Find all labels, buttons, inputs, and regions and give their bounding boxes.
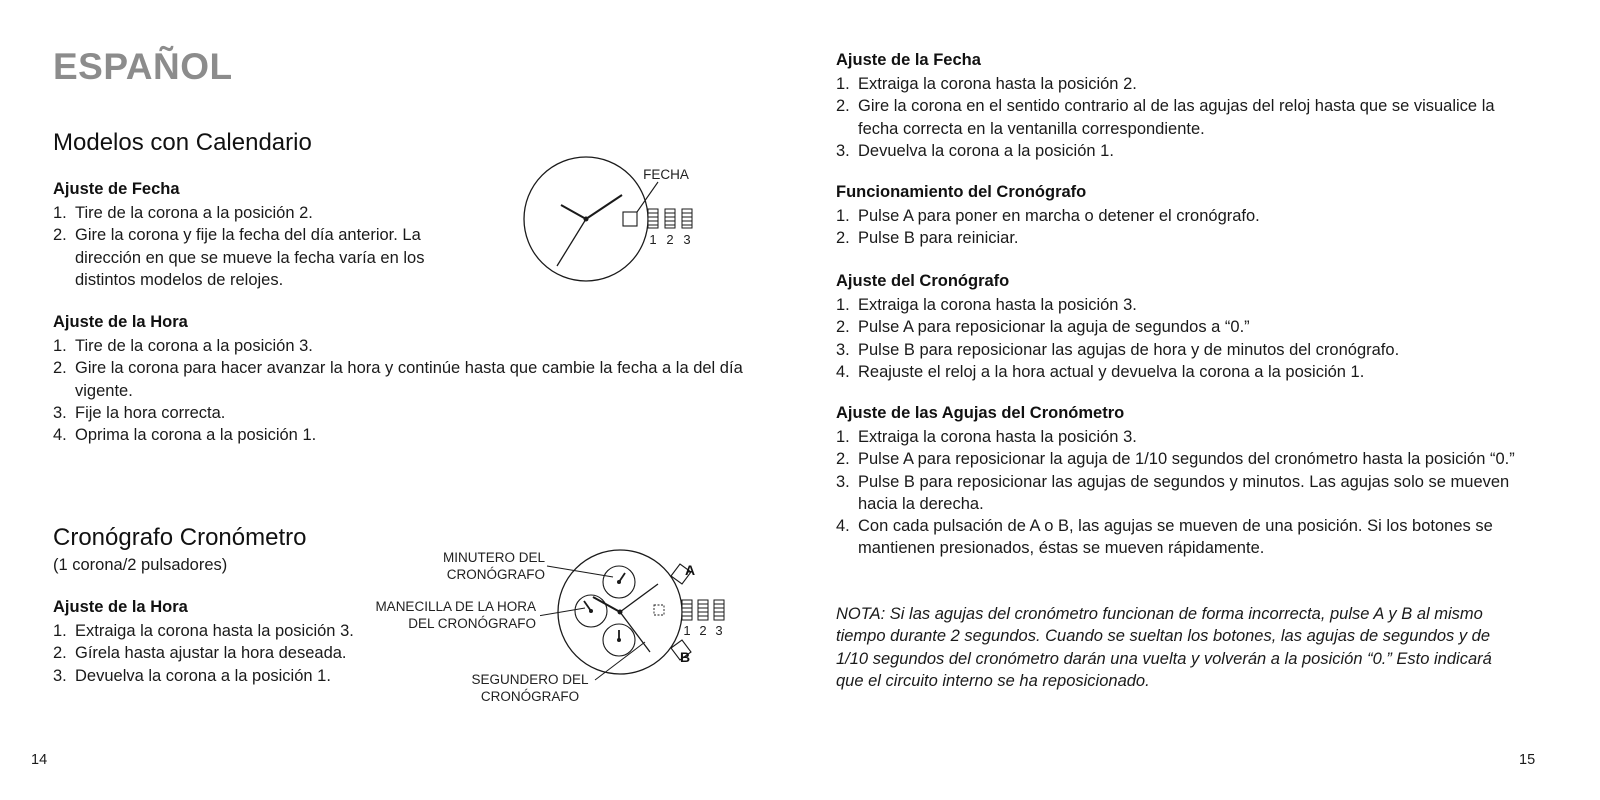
step-number: 4.	[836, 517, 850, 536]
step-number: 1.	[836, 207, 850, 225]
center-pin	[584, 217, 589, 222]
step-number: 1.	[836, 296, 850, 314]
list-item	[53, 665, 373, 687]
step-text: Gire la corona y fije la fecha del día anterior. La dirección en que se mueve la fecha varía en los distintos modelos de relojes.	[75, 226, 425, 289]
time-setting-heading: Ajuste de la Hora	[53, 313, 188, 331]
step-text: Tire de la corona a la posición 2.	[75, 204, 313, 222]
crown-positions	[648, 209, 692, 228]
list-item	[836, 316, 1506, 338]
segundero-label: SEGUNDERO DEL CRONÓGRAFO	[471, 672, 589, 704]
chrono-crown-positions	[682, 600, 724, 620]
step-number: 3.	[836, 472, 850, 491]
step-number: 1.	[53, 337, 67, 355]
hands-adjust-heading: Ajuste de las Agujas del Cronómetro	[836, 404, 1125, 422]
list-item	[53, 224, 453, 291]
step-text: Extraiga la corona hasta la posición 3.	[75, 622, 354, 640]
date-adjust-steps	[836, 73, 1506, 162]
chrono-operation-steps	[836, 205, 1506, 250]
step-text: Fije la hora correcta.	[75, 403, 226, 422]
step-number: 2.	[836, 450, 850, 469]
step-text: Devuelva la corona a la posición 1.	[75, 666, 331, 685]
step-text: Gírela hasta ajustar la hora deseada.	[75, 644, 347, 663]
chronograph-subtitle: (1 corona/2 pulsadores)	[53, 556, 228, 574]
date-setting-steps	[53, 202, 453, 291]
step-number: 1.	[53, 204, 67, 222]
step-text: Gire la corona para hacer avanzar la hora y continúe hasta que cambie la fecha a la del día vigente.	[75, 359, 743, 400]
time-setting-steps	[53, 335, 743, 446]
chronograph-watch-diagram	[540, 540, 740, 690]
list-item	[836, 361, 1506, 383]
step-number: 2.	[836, 97, 850, 116]
step-number: 4.	[53, 426, 67, 445]
list-item	[53, 202, 453, 224]
step-number: 2.	[53, 359, 67, 378]
list-item	[836, 95, 1506, 140]
step-number: 2.	[53, 226, 67, 245]
step-text: Devuelva la corona a la posición 1.	[858, 141, 1114, 160]
chrono-position-2: 2	[699, 623, 707, 638]
button-a-label: A	[685, 562, 696, 578]
step-text: Extraiga la corona hasta la posición 3.	[858, 428, 1137, 446]
minute-hand	[586, 195, 622, 219]
list-item	[53, 620, 373, 642]
minutero-label: MINUTERO DEL CRONÓGRAFO	[442, 550, 545, 582]
calendar-models-title: Modelos con Calendario	[53, 129, 312, 156]
chrono-position-3: 3	[715, 623, 723, 638]
hour-hand	[561, 205, 586, 219]
step-text: Pulse B para reposicionar las agujas de segundos y minutos. Las agujas solo se mueven hacia la derecha.	[858, 472, 1510, 513]
list-item	[53, 642, 373, 664]
step-text: Pulse A para reposicionar la aguja de segundos a “0.”	[858, 318, 1250, 337]
list-item	[836, 294, 1506, 316]
step-number: 1.	[836, 428, 850, 446]
step-number: 2.	[836, 229, 850, 248]
date-window	[623, 212, 637, 226]
page-number-left: 14	[31, 752, 48, 768]
step-text: Extraiga la corona hasta la posición 2.	[858, 75, 1137, 93]
step-text: Oprima la corona a la posición 1.	[75, 426, 317, 445]
list-item	[836, 426, 1516, 448]
step-text: Pulse B para reposicionar las agujas de hora y de minutos del cronógrafo.	[858, 340, 1400, 359]
list-item	[836, 73, 1506, 95]
step-number: 3.	[53, 403, 67, 422]
list-item	[836, 205, 1506, 227]
step-text: Pulse B para reiniciar.	[858, 229, 1019, 248]
list-item	[53, 335, 743, 357]
note-paragraph: NOTA: Si las agujas del cronómetro funcionan de forma incorrecta, pulse A y B al mismo tiempo durante 2 segundos. Cuando se sueltan los botones, las agujas de segundos y de 1/10 segundos del cronómetro darán una vuelta y volverán a la posición “0.” Esto indicará que el circuito interno se ha reposicionado.	[836, 605, 1492, 690]
list-item	[53, 357, 743, 402]
manecilla-label: MANECILLA DE LA HORA DEL CRONÓGRAFO	[375, 599, 536, 631]
chrono-time-setting-heading: Ajuste de la Hora	[53, 598, 188, 616]
step-number: 1.	[53, 622, 67, 640]
position-label-3: 3	[683, 232, 691, 247]
list-item	[836, 140, 1506, 162]
step-number: 3.	[53, 666, 67, 685]
list-item	[53, 424, 743, 446]
chrono-date-window	[654, 605, 664, 615]
hands-adjust-steps	[836, 426, 1516, 560]
chrono-adjust-heading: Ajuste del Cronógrafo	[836, 272, 1010, 290]
step-text: Pulse A para poner en marcha o detener el cronógrafo.	[858, 207, 1260, 225]
step-text: Pulse A para reposicionar la aguja de 1/10 segundos del cronómetro hasta la posición “0.”	[858, 450, 1515, 469]
list-item	[836, 339, 1506, 361]
step-text: Con cada pulsación de A o B, las agujas se mueven de una posición. Si los botones se mantienen presionados, éstas se mueven rápidamente.	[858, 517, 1493, 558]
chrono-operation-heading: Funcionamiento del Cronógrafo	[836, 183, 1087, 201]
chrono-time-setting-steps	[53, 620, 373, 687]
date-setting-heading: Ajuste de Fecha	[53, 180, 180, 198]
step-text: Extraiga la corona hasta la posición 3.	[858, 296, 1137, 314]
list-item	[836, 227, 1506, 249]
fecha-label: FECHA	[643, 167, 689, 182]
step-text: Reajuste el reloj a la hora actual y devuelva la corona a la posición 1.	[858, 362, 1365, 381]
list-item	[836, 515, 1516, 560]
button-b-label: B	[680, 649, 691, 665]
step-text: Gire la corona en el sentido contrario al de las agujas del reloj hasta que se visualice la fecha correcta en la ventanilla correspondiente.	[858, 97, 1495, 138]
step-text: Tire de la corona a la posición 3.	[75, 337, 313, 355]
step-number: 3.	[836, 141, 850, 160]
step-number: 2.	[53, 644, 67, 663]
position-label-2: 2	[666, 232, 674, 247]
chrono-adjust-steps	[836, 294, 1506, 383]
list-item	[53, 402, 743, 424]
position-label-1: 1	[649, 232, 657, 247]
calendar-watch-diagram	[520, 150, 720, 290]
step-number: 2.	[836, 318, 850, 337]
step-number: 3.	[836, 340, 850, 359]
list-item	[836, 471, 1516, 516]
list-item	[836, 448, 1516, 470]
date-adjust-heading: Ajuste de la Fecha	[836, 51, 981, 69]
chrono-position-1: 1	[683, 623, 691, 638]
second-hand	[557, 219, 586, 266]
step-number: 1.	[836, 75, 850, 93]
language-heading: ESPAÑOL	[53, 46, 233, 87]
page-number-right: 15	[1519, 752, 1536, 768]
step-number: 4.	[836, 362, 850, 381]
chronograph-title: Cronógrafo Cronómetro	[53, 524, 307, 551]
